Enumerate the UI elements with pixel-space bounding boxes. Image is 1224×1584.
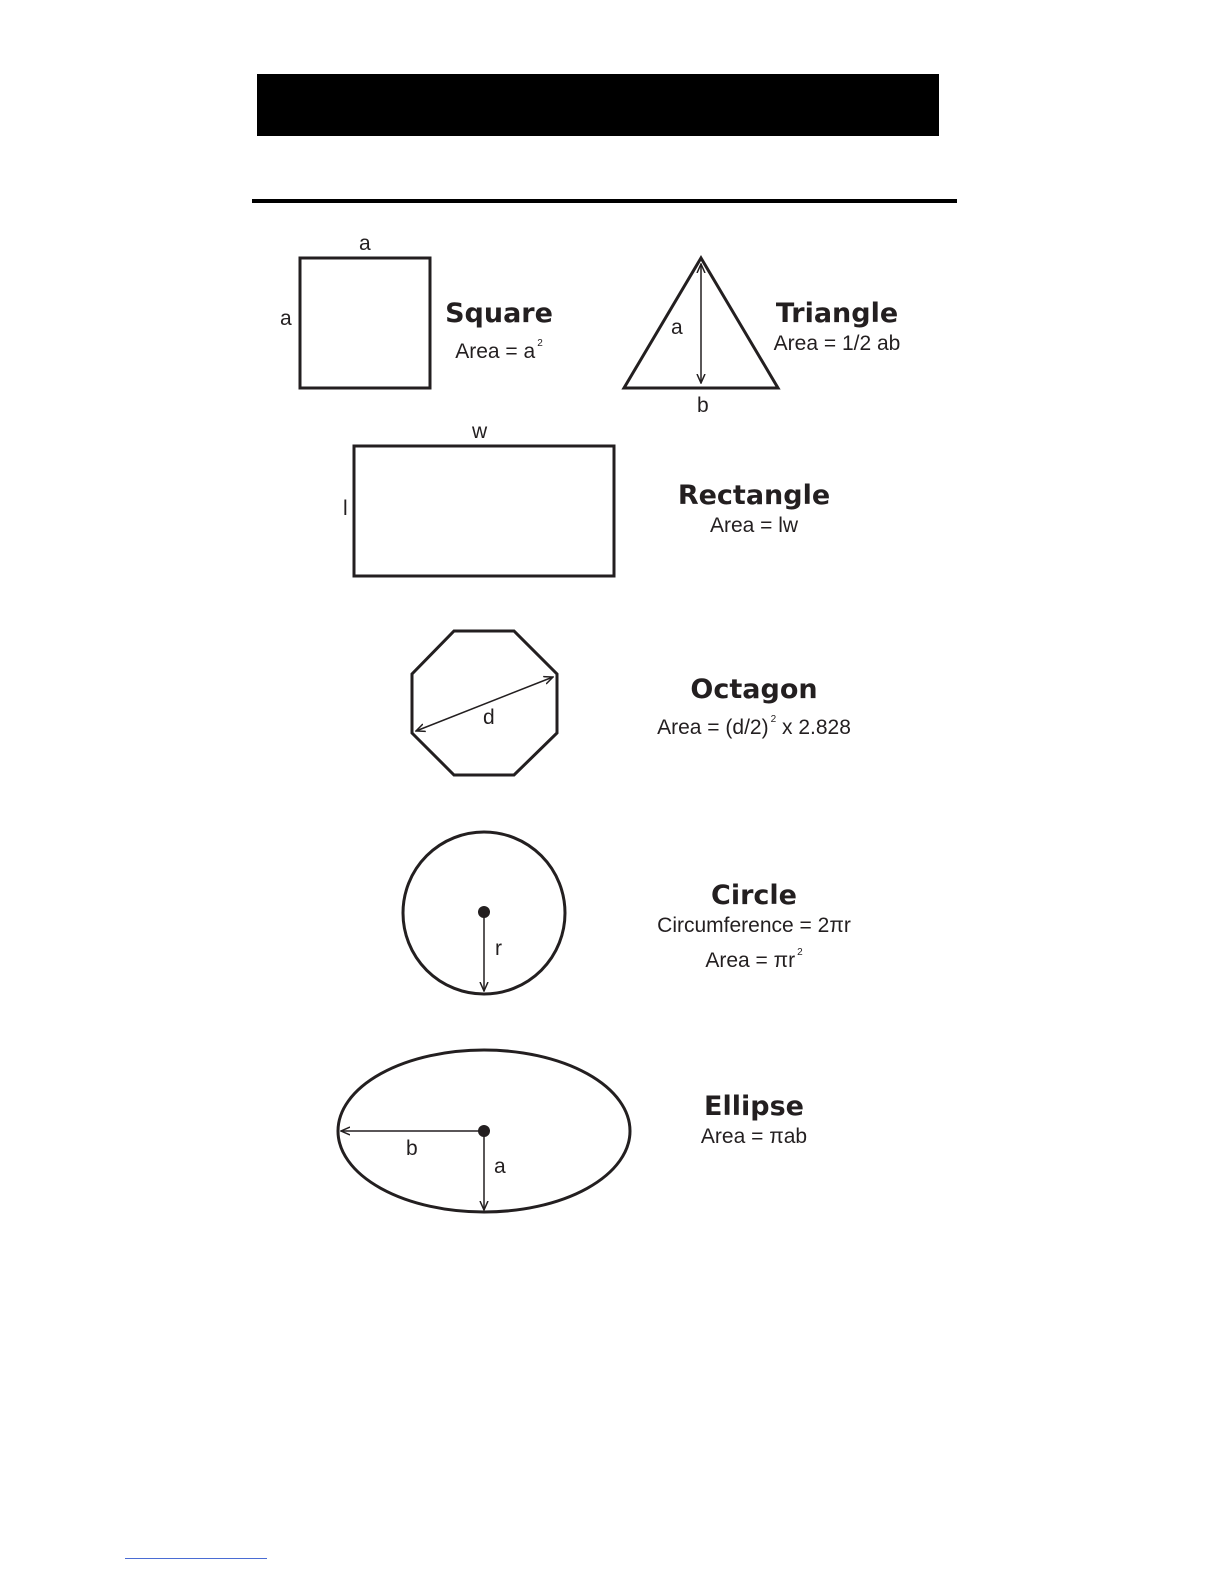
ellipse-major-label: b [406, 1137, 418, 1160]
ellipse-minor-label: a [494, 1155, 506, 1178]
rectangle-shape [354, 446, 614, 576]
footer-link-underline[interactable] [125, 1558, 267, 1559]
octagon-diameter-label: d [483, 706, 495, 729]
triangle-title: Triangle [775, 298, 899, 329]
square-formula: Area = a $^2$ [455, 338, 543, 363]
rectangle-title: Rectangle [677, 480, 831, 511]
circle-title: Circle [711, 880, 797, 911]
octagon-formula: Area = (d/2) $^2$ x 2.828 [657, 714, 851, 739]
octagon-shape [412, 631, 557, 775]
triangle-formula: Area = 1/2 ab [773, 332, 901, 355]
square-side-top-label: a [359, 232, 371, 255]
circle-circumference-formula: Circumference = 2πr [657, 914, 851, 937]
square-shape [300, 258, 430, 388]
square-side-left-label: a [280, 307, 292, 330]
ellipse-title: Ellipse [704, 1091, 804, 1122]
rectangle-formula: Area = lw [709, 514, 799, 537]
rectangle-width-label: w [472, 420, 488, 443]
circle-area-formula: Area = πr $^2$ [705, 947, 803, 972]
circle-radius-label: r [495, 937, 502, 960]
ellipse-formula: Area = πab [700, 1125, 808, 1148]
octagon-title: Octagon [690, 674, 818, 705]
triangle-base-label: b [697, 394, 709, 417]
triangle-height-label: a [671, 316, 683, 339]
rectangle-length-label: l [343, 497, 348, 520]
square-title: Square [445, 298, 553, 329]
